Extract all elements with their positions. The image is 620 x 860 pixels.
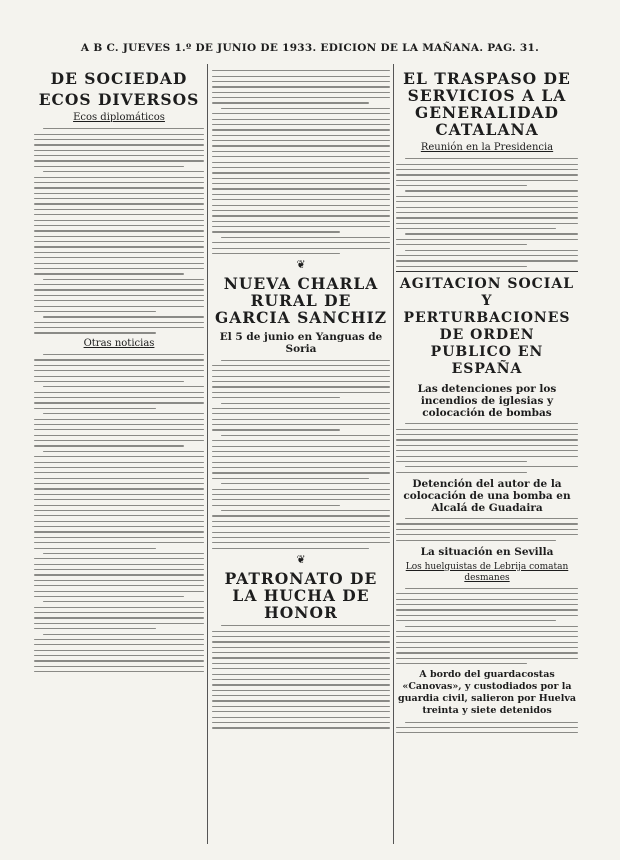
subhead-canovas: A bordo del guardacostas «Canovas», y custodiados por la guardia civil, salieron por Huelva treinta y siete detenidos: [398, 669, 576, 717]
article-body: [396, 423, 578, 473]
subhead-lebrija: Los huelguistas de Lebrija comatan desmanes: [405, 561, 569, 583]
section-subtitle: ECOS DIVERSOS: [38, 90, 200, 109]
headline-traspaso: EL TRASPASO DE SERVICIOS A LA GENERALIDAD CATALANA: [403, 69, 571, 139]
headline-patronato: PATRONATO DE LA HUCHA DE HONOR: [224, 569, 378, 622]
ornament-divider: ❦: [296, 553, 306, 566]
masthead: A B C. JUEVES 1.º DE JUNIO DE 1933. EDICION DE LA MAÑANA. PAG. 31.: [80, 42, 540, 54]
column-3: [396, 66, 578, 846]
column-rule: [393, 64, 394, 844]
article-body: [396, 722, 578, 734]
subhead-otras-noticias: Otras noticias: [83, 337, 155, 349]
article-body: [212, 70, 390, 254]
article-body: [396, 158, 578, 267]
subhead-reunion: Reunión en la Presidencia: [420, 142, 554, 153]
headline-agitacion: AGITACION SOCIAL Y PERTURBACIONES DE ORDEN PUBLICO EN ESPAÑA: [399, 276, 575, 378]
subhead-ecos-diplomaticos: Ecos diplomáticos: [73, 112, 165, 123]
article-body: [396, 518, 578, 541]
article-body: [212, 360, 390, 549]
column-rule: [207, 64, 208, 844]
article-body: [34, 128, 204, 333]
subhead-alcala: Detención del autor de la colocación de una bomba en Alcalá de Guadaira: [403, 477, 571, 514]
deck-detenciones: Las detenciones por los incendios de iglesias y colocación de bombas: [417, 383, 557, 420]
column-2: [212, 66, 390, 846]
article-body: [34, 354, 204, 672]
article-body: [396, 588, 578, 664]
article-body: [212, 625, 390, 728]
deck-yanguas: El 5 de junio en Yanguas de Soria: [219, 331, 383, 356]
ornament-divider: ❦: [296, 258, 306, 272]
section-title: DE SOCIEDAD: [50, 69, 188, 88]
section-divider: [396, 271, 578, 272]
headline-charla-rural: NUEVA CHARLA RURAL DE GARCIA SANCHIZ: [214, 274, 388, 328]
subhead-sevilla: La situación en Sevilla: [420, 545, 554, 558]
column-1: [34, 66, 204, 846]
